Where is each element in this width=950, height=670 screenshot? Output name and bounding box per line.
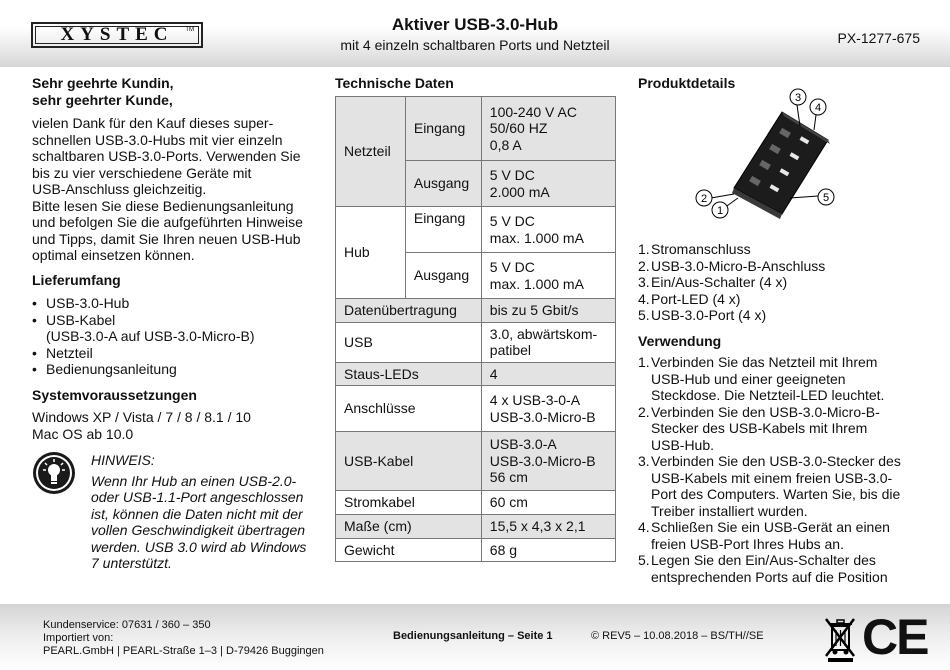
text-line: USB-Kabels mit einem freien USB-3.0- [651, 469, 893, 486]
text-line: und Tipps, damit Sie Ihren neuen USB-Hub [32, 230, 301, 247]
callout-3 [790, 89, 806, 105]
text-line: Schließen Sie ein USB-Gerät an einen [651, 519, 890, 535]
article-number: PX-1277-675 [837, 30, 920, 46]
list-item [638, 354, 938, 404]
note-box [91, 452, 331, 572]
list-item: • Netzteil [32, 345, 322, 362]
text-line: Bitte lesen Sie diese Bedienungsanleitung [32, 197, 294, 214]
text-line: optimal einsetzen können. [32, 247, 195, 263]
table-cell: Eingang [405, 97, 481, 161]
table-row [336, 515, 616, 539]
list-item: • USB-3.0-Hub [32, 295, 322, 312]
item-text: Stromanschluss [651, 241, 751, 257]
callout-label: 4 [814, 102, 822, 114]
text-line: bis zu vier verschiedene Geräte mit [32, 164, 252, 181]
list-item [638, 453, 938, 519]
table-row [336, 322, 616, 362]
note-line: Wenn Ihr Hub an einen USB-2.0- [91, 472, 297, 489]
text-line: USB-Anschluss gleichzeitig. [32, 181, 207, 197]
section-heading-details: Produktdetails [638, 75, 736, 91]
table-cell: bis zu 5 Gbit/s [481, 299, 615, 323]
text-line: Steckdose. Die Netzteil-LED leuchtet. [651, 387, 885, 403]
table-cell [481, 322, 615, 362]
intro-paragraph [32, 115, 322, 264]
cell-line: USB-3.0-Micro-B [489, 408, 596, 425]
cell-line: 5 V DC [489, 259, 535, 275]
table-row [336, 491, 616, 515]
item-text: Port-LED (4 x) [651, 290, 741, 307]
cell-line: 56 cm [489, 469, 528, 486]
product-illustration [690, 86, 840, 222]
cell-line: USB-3.0-Micro-B [489, 452, 596, 469]
table-cell [481, 97, 615, 161]
cell-line: max. 1.000 mA [489, 229, 584, 246]
list-item: • Bedienungsanleitung [32, 361, 322, 378]
cell-line: 2.000 mA [489, 183, 550, 200]
table-cell: 4 [481, 362, 615, 386]
ce-mark: CE [862, 609, 928, 665]
text-line: USB-Hub und einer geeigneten [651, 370, 846, 387]
table-row [336, 538, 616, 562]
cell-line: 5 V DC [489, 213, 535, 229]
callout-label: 5 [822, 192, 830, 204]
table-cell [481, 207, 615, 253]
item-number: 5. [638, 307, 650, 323]
table-cell: 60 cm [481, 491, 615, 515]
importer-label: Importiert von: [43, 632, 114, 644]
item-number: 1. [638, 354, 650, 370]
section-heading-scope: Lieferumfang [32, 271, 121, 288]
text-line: USB-Hub. [651, 436, 715, 453]
item-number: 3. [638, 274, 650, 290]
list-item [638, 404, 938, 454]
item-text: USB-3.0-Port (4 x) [651, 307, 767, 323]
table-row [336, 299, 616, 323]
table-cell [481, 161, 615, 207]
list-item [638, 291, 938, 308]
table-cell [481, 386, 615, 432]
right-column [638, 241, 938, 585]
item-text: Ein/Aus-Schalter (4 x) [651, 274, 788, 290]
text-line: Verbinden Sie den USB-3.0-Micro-B- [651, 403, 880, 420]
parts-list [638, 241, 938, 324]
section-heading-tech: Technische Daten [335, 75, 454, 91]
tech-specs-table [335, 96, 616, 562]
callout-label: 3 [794, 92, 802, 104]
item-number: 5. [638, 552, 650, 568]
section-heading-usage: Verwendung [638, 332, 722, 349]
table-row [336, 207, 616, 253]
requirement-line: Windows XP / Vista / 7 / 8 / 8.1 / 10 [32, 409, 251, 425]
footer-contact [43, 619, 324, 658]
item-number: 4. [638, 519, 650, 535]
text-line: Treiber installiert wurden. [651, 502, 808, 519]
table-cell: Datenübertragung [336, 299, 482, 323]
text-line: Port des Computers. Warten Sie, bis die [651, 486, 901, 502]
text-line: schnellen USB-3.0-Hubs mit vier einzeln [32, 131, 283, 148]
table-cell: USB-Kabel [336, 432, 482, 491]
weee-bin-icon [823, 616, 857, 662]
brand-logo [31, 22, 203, 48]
greeting-line: Sehr geehrte Kundin, [32, 75, 174, 91]
table-row [336, 97, 616, 161]
trademark: TM [185, 27, 194, 33]
table-cell: 68 g [481, 538, 615, 562]
note-line: vollen Geschwindigkeit übertragen [91, 522, 306, 538]
lightbulb-icon [32, 451, 76, 495]
note-line: werden. USB 3.0 wird ab Windows [91, 538, 307, 555]
importer-address: PEARL.GmbH | PEARL-Straße 1–3 | D-79426 Buggingen [43, 645, 324, 657]
note-line: ist, können die Daten nicht mit der [91, 505, 303, 522]
callout-label: 2 [700, 193, 708, 205]
item-number: 4. [638, 290, 650, 307]
table-cell [481, 432, 615, 491]
page-label: Bedienungsanleitung – Seite 1 [393, 630, 553, 642]
table-cell: Stromkabel [336, 491, 482, 515]
table-cell: Staus-LEDs [336, 362, 482, 386]
cell-line: 3.0, abwärtskom- [489, 325, 598, 342]
text-line: Verbinden Sie das Netzteil mit Ihrem [651, 354, 878, 370]
list-item [638, 241, 938, 258]
note-line: oder USB-1.1-Port angeschlossen [91, 489, 304, 505]
callout-1 [712, 202, 728, 218]
list-item [638, 552, 938, 585]
list-item [638, 274, 938, 291]
text-line: Verbinden Sie den USB-3.0-Stecker des [651, 453, 901, 469]
table-cell: Netzteil [336, 97, 406, 207]
greeting-line: sehr geehrter Kunde, [32, 91, 173, 108]
table-row [336, 432, 616, 491]
section-heading-requirements: Systemvoraussetzungen [32, 386, 197, 403]
item-text: USB-3.0-Micro-B-Anschluss [651, 257, 826, 274]
customer-service: Kundenservice: 07631 / 360 – 350 [43, 619, 211, 631]
table-cell: Eingang [405, 207, 481, 253]
cell-line: 4 x USB-3-0-A [489, 392, 581, 408]
text-line: Legen Sie den Ein/Aus-Schalter des [651, 552, 876, 568]
list-item [638, 519, 938, 552]
cell-line: 50/60 HZ [489, 120, 548, 137]
callout-5 [818, 189, 834, 205]
text-line: und befolgen Sie die aufgeführten Hinweise [32, 214, 303, 230]
callout-4 [810, 99, 826, 115]
table-row [336, 386, 616, 432]
requirement-line: Mac OS ab 10.0 [32, 425, 134, 442]
table-cell: Maße (cm) [336, 515, 482, 539]
cell-line: 5 V DC [489, 167, 535, 183]
table-row [336, 362, 616, 386]
note-heading: HINWEIS: [91, 452, 155, 468]
list-item: • USB-Kabel [32, 312, 322, 329]
list-item [638, 307, 938, 324]
document-subtitle: mit 4 einzeln schaltbaren Ports und Netzteil [340, 37, 610, 53]
callout-label: 1 [716, 205, 724, 217]
item-number: 3. [638, 453, 650, 469]
usage-steps [638, 354, 938, 585]
item-number: 1. [638, 241, 650, 257]
cell-line: max. 1.000 mA [489, 275, 584, 292]
text-line: freien USB-Port Ihres Hubs an. [651, 535, 844, 552]
note-line: 7 unterstützt. [91, 555, 172, 571]
table-cell: Ausgang [405, 253, 481, 299]
table-cell: Ausgang [405, 161, 481, 207]
text-line: entsprechenden Ports auf die Position [651, 568, 888, 585]
table-cell: 15,5 x 4,3 x 2,1 [481, 515, 615, 539]
brand-name: XYSTEC [60, 24, 174, 45]
list-item [638, 258, 938, 275]
table-cell: Gewicht [336, 538, 482, 562]
item-number: 2. [638, 257, 650, 274]
cell-line: patibel [489, 342, 532, 358]
document-title: Aktiver USB-3.0-Hub [391, 15, 559, 34]
list-item-continuation: (USB-3.0-A auf USB-3.0-Micro-B) [46, 328, 255, 344]
table-cell: Hub [336, 207, 406, 299]
left-column [32, 75, 322, 442]
revision-label: © REV5 – 10.08.2018 – BS/TH//SE [591, 630, 764, 642]
item-number: 2. [638, 403, 650, 420]
cell-line: USB-3.0-A [489, 436, 557, 453]
usb-hub-image [732, 112, 830, 219]
table-cell: Anschlüsse [336, 386, 482, 432]
cell-line: 0,8 A [489, 136, 522, 153]
text-line: schaltbaren USB-3.0-Ports. Verwenden Sie [32, 148, 301, 164]
text-line: vielen Dank für den Kauf dieses super- [32, 115, 274, 131]
text-line: Stecker des USB-Kabels mit Ihrem [651, 420, 868, 436]
cell-line: 100-240 V AC [489, 103, 577, 120]
table-cell: USB [336, 322, 482, 362]
table-cell [481, 253, 615, 299]
callout-2 [696, 190, 712, 206]
